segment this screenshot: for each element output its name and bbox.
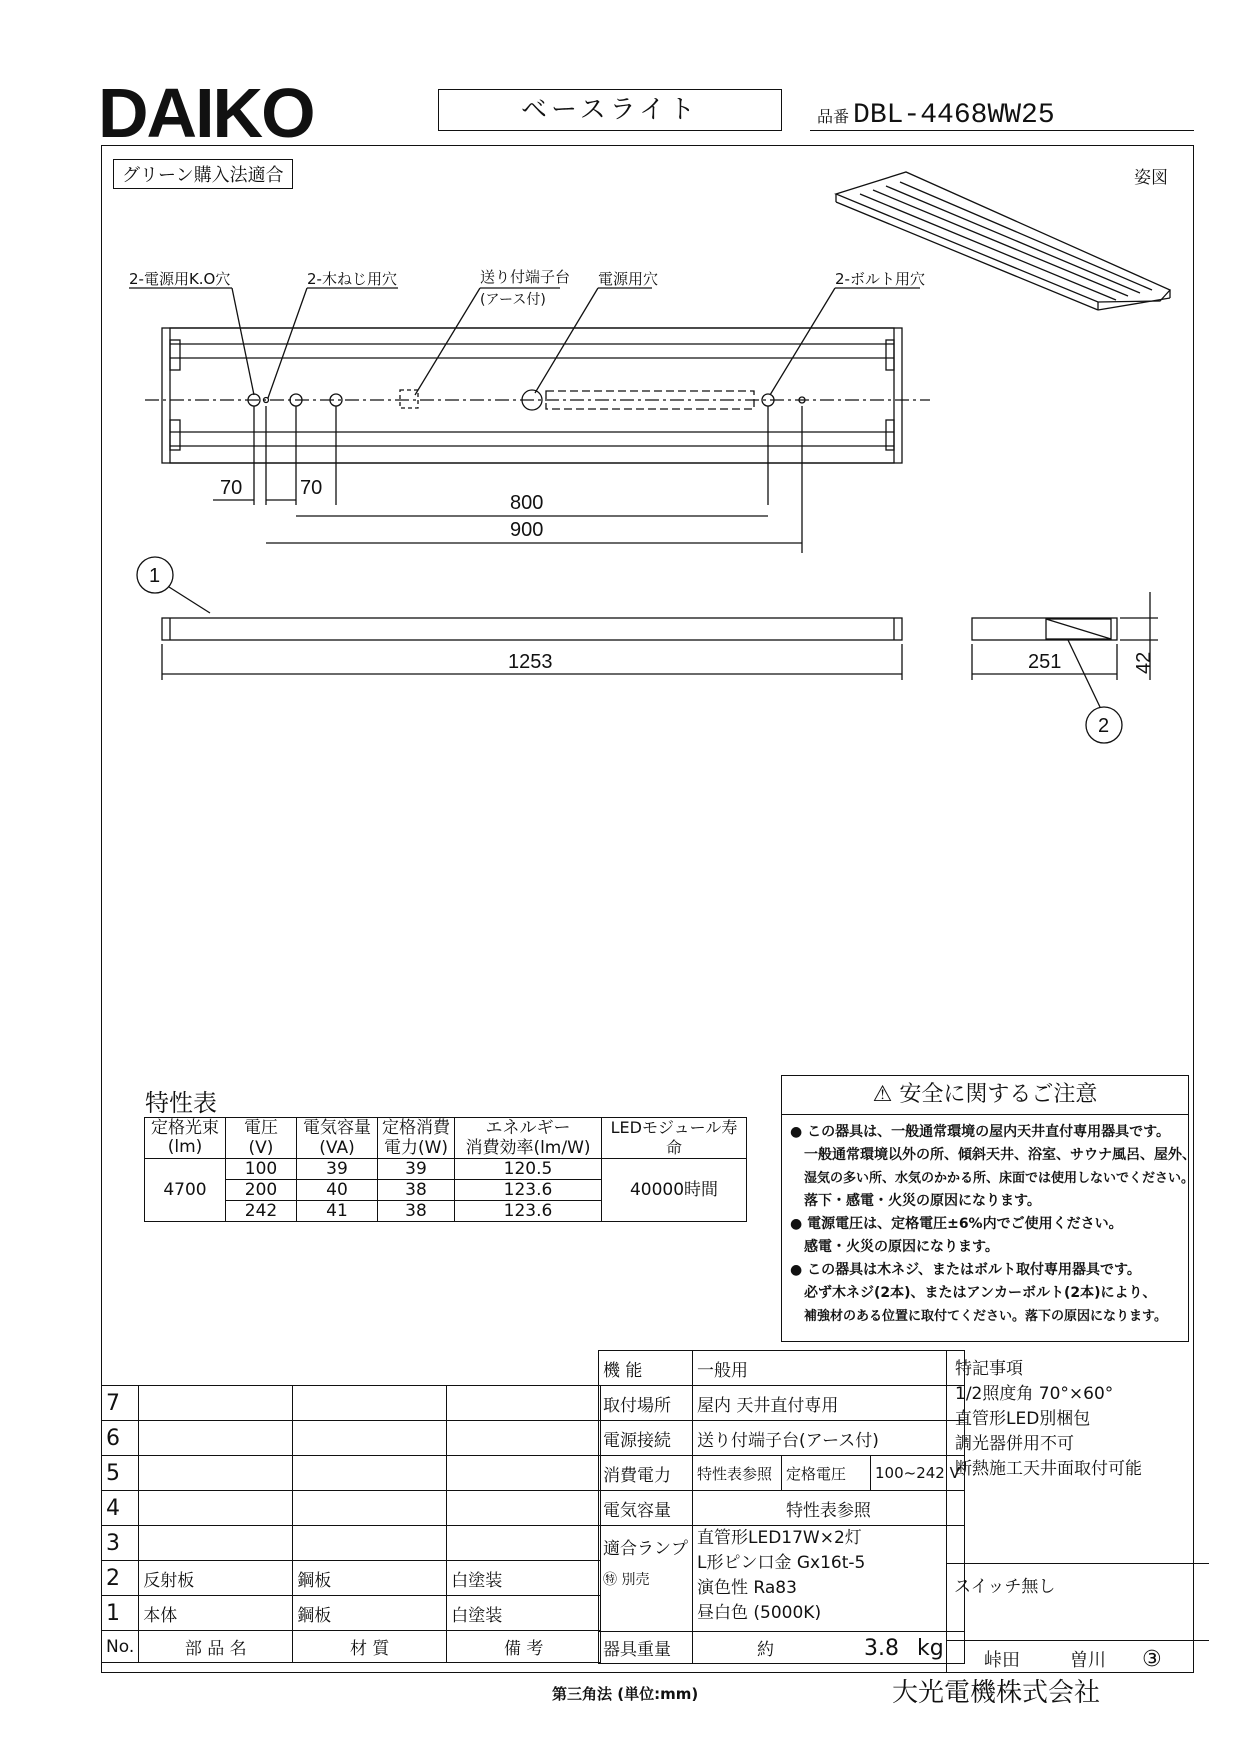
brand-logo: DAIKO [98, 74, 314, 152]
special-notes [946, 1350, 1193, 1673]
part-material [293, 1491, 447, 1526]
power-cell: 38 [378, 1180, 455, 1201]
safety-line: 感電・火災の原因になります。 [804, 1239, 999, 1255]
spec-value: 屋内 天井直付専用 [693, 1386, 965, 1421]
safety-line: 必ず木ネジ(2本)、またはアンカーボルト(2本)により、 [804, 1285, 1157, 1301]
figure-label: 姿図 [1134, 168, 1168, 188]
spec-label: 消費電力 [599, 1456, 693, 1491]
hdr-power: 定格消費 [382, 1118, 450, 1138]
part-material: 鋼板 [293, 1561, 447, 1596]
weight-unit: kg [917, 1635, 944, 1661]
parts-table [101, 1385, 601, 1663]
note-item: 断熱施工天井面取付可能 [955, 1459, 1142, 1479]
part-name: 本体 [139, 1596, 293, 1631]
power-cell: 39 [378, 1159, 455, 1180]
hdr-power-unit: 電力(W) [383, 1138, 449, 1158]
dim-1253: 1253 [508, 651, 553, 673]
spec-value: 特性表参照 [693, 1456, 782, 1491]
product-name: ベースライト [438, 89, 782, 131]
part-note [447, 1386, 601, 1421]
characteristics-title: 特性表 [145, 1089, 217, 1117]
dim-900: 900 [510, 519, 544, 541]
spec-label: 電気容量 [599, 1491, 693, 1526]
side-view [137, 557, 902, 640]
characteristics-table [144, 1117, 747, 1222]
model-prefix: 品番 [817, 107, 850, 126]
perspective-view [836, 172, 1170, 310]
safety-notice [781, 1075, 1196, 1342]
safety-title-text: 安全に関するご注意 [899, 1082, 1098, 1107]
company-name: 大光電機株式会社 [892, 1678, 1101, 1708]
hdr-capacity: 電気容量 [303, 1118, 371, 1138]
voltage-cell: 242 [226, 1201, 297, 1222]
hdr-no: No. [102, 1631, 139, 1663]
part-1-marker: 1 [149, 565, 161, 587]
lamp-line: L形ピン口金 Gx16t-5 [697, 1553, 866, 1573]
hdr-flux-unit: (lm) [167, 1137, 203, 1157]
part-name [139, 1386, 293, 1421]
callout-terminal: 送り付端子台 [480, 268, 571, 286]
hdr-note: 備 考 [447, 1631, 601, 1663]
capacity-cell: 41 [297, 1201, 378, 1222]
callout-screw-hole: 2-木ねじ用穴 [307, 270, 397, 288]
switch-note: スイッチ無し [946, 1563, 1209, 1605]
weight-prefix: 約 [757, 1639, 774, 1660]
hdr-capacity-unit: (VA) [319, 1138, 355, 1158]
part-2-marker: 2 [1098, 715, 1110, 737]
spec-value: 定格電圧 [782, 1456, 871, 1491]
part-material [293, 1421, 447, 1456]
safety-line: ● この器具は木ネジ、またはボルト取付専用器具です。 [790, 1262, 1141, 1278]
safety-line: 補強材のある位置に取付てください。落下の原因になります。 [804, 1309, 1167, 1324]
signer-b: 曽川 [1070, 1650, 1106, 1671]
power-cell: 38 [378, 1201, 455, 1222]
callout-terminal-sub: (アース付) [480, 292, 546, 308]
top-view [145, 328, 930, 463]
notes-title: 特記事項 [955, 1359, 1023, 1379]
safety-line: 落下・感電・火災の原因になります。 [804, 1193, 1041, 1209]
lamp-line: 演色性 Ra83 [697, 1578, 797, 1598]
hdr-flux: 定格光束 [151, 1118, 219, 1138]
spec-label: 取付場所 [599, 1386, 693, 1421]
callout-power-hole: 電源用穴 [598, 270, 659, 288]
revision-mark: ③ [1142, 1647, 1162, 1672]
weight-value: 3.8 [864, 1635, 899, 1661]
green-purchase-badge: グリーン購入法適合 [113, 159, 293, 189]
part-note [447, 1421, 601, 1456]
note-item: 調光器併用不可 [955, 1434, 1074, 1454]
part-material [293, 1456, 447, 1491]
efficiency-cell: 120.5 [455, 1159, 602, 1180]
part-note [447, 1526, 601, 1561]
part-material [293, 1386, 447, 1421]
hdr-part-name: 部 品 名 [139, 1631, 293, 1663]
dim-42: 42 [1133, 651, 1155, 674]
voltage-cell: 100 [226, 1159, 297, 1180]
part-material [293, 1526, 447, 1561]
callout-k-hole: 2-電源用K.O穴 [129, 270, 231, 288]
part-no: 6 [102, 1421, 139, 1456]
spec-value: 送り付端子台(アース付) [693, 1421, 965, 1456]
callout-bolt-hole: 2-ボルト用穴 [835, 270, 925, 288]
part-no: 3 [102, 1526, 139, 1561]
dim-800: 800 [510, 492, 544, 514]
spec-sub: ㊕ 別売 [603, 1572, 650, 1588]
model-code: DBL-4468WW25 [853, 100, 1055, 131]
dim-251: 251 [1028, 651, 1062, 673]
part-name [139, 1421, 293, 1456]
part-name: 反射板 [139, 1561, 293, 1596]
capacity-cell: 39 [297, 1159, 378, 1180]
part-no: 7 [102, 1386, 139, 1421]
voltage-cell: 200 [226, 1180, 297, 1201]
part-note: 白塗装 [447, 1596, 601, 1631]
part-note [447, 1491, 601, 1526]
spec-label: 機 能 [599, 1351, 693, 1386]
efficiency-cell: 123.6 [455, 1180, 602, 1201]
spec-value: 100~242 V [871, 1456, 965, 1491]
lamp-line: 昼白色 (5000K) [697, 1603, 822, 1623]
spec-label: 電源接続 [599, 1421, 693, 1456]
dim-70b: 70 [300, 477, 323, 499]
part-no: 1 [102, 1596, 139, 1631]
capacity-cell: 40 [297, 1180, 378, 1201]
hdr-efficiency-unit: 消費効率(lm/W) [465, 1138, 591, 1158]
hdr-material: 材 質 [293, 1631, 447, 1663]
safety-line: 一般通常環境以外の所、傾斜天井、浴室、サウナ風呂、屋外、 [804, 1147, 1196, 1163]
part-name [139, 1456, 293, 1491]
part-no: 2 [102, 1561, 139, 1596]
part-no: 4 [102, 1491, 139, 1526]
part-no: 5 [102, 1456, 139, 1491]
spec-value: 特性表参照 [693, 1491, 965, 1526]
hdr-life: LEDモジュール寿命 [602, 1118, 747, 1159]
spec-label: 適合ランプ [603, 1539, 688, 1559]
part-material: 鋼板 [293, 1596, 447, 1631]
spec-label: 器具重量 [599, 1632, 693, 1664]
dim-70a: 70 [220, 477, 243, 499]
safety-line: ● この器具は、一般通常環境の屋内天井直付専用器具です。 [790, 1124, 1170, 1140]
lamp-line: 直管形LED17W×2灯 [697, 1528, 862, 1548]
hdr-voltage-unit: (V) [248, 1138, 274, 1158]
safety-line: ● 電源電圧は、定格電圧±6%内でご使用ください。 [790, 1216, 1123, 1232]
note-item: 直管形LED別梱包 [955, 1409, 1091, 1429]
part-name [139, 1491, 293, 1526]
signer-a: 峠田 [984, 1650, 1020, 1671]
part-note: 白塗装 [447, 1561, 601, 1596]
hdr-efficiency: エネルギー [485, 1118, 571, 1138]
safety-line: 湿気の多い所、水気のかかる所、床面では使用しないでください。 [804, 1171, 1195, 1186]
safety-title [782, 1076, 1188, 1115]
efficiency-cell: 123.6 [455, 1201, 602, 1222]
spec-table [598, 1350, 965, 1664]
life-value: 40000時間 [602, 1159, 747, 1222]
part-name [139, 1526, 293, 1561]
part-note [447, 1456, 601, 1491]
spec-value: 一般用 [693, 1351, 965, 1386]
warning-icon: ⚠ [872, 1082, 893, 1107]
flux-value: 4700 [145, 1159, 226, 1222]
projection-method: 第三角法 (単位:mm) [552, 1685, 699, 1703]
hdr-voltage: 電圧 [244, 1118, 278, 1138]
note-item: 1/2照度角 70°×60° [955, 1384, 1114, 1404]
